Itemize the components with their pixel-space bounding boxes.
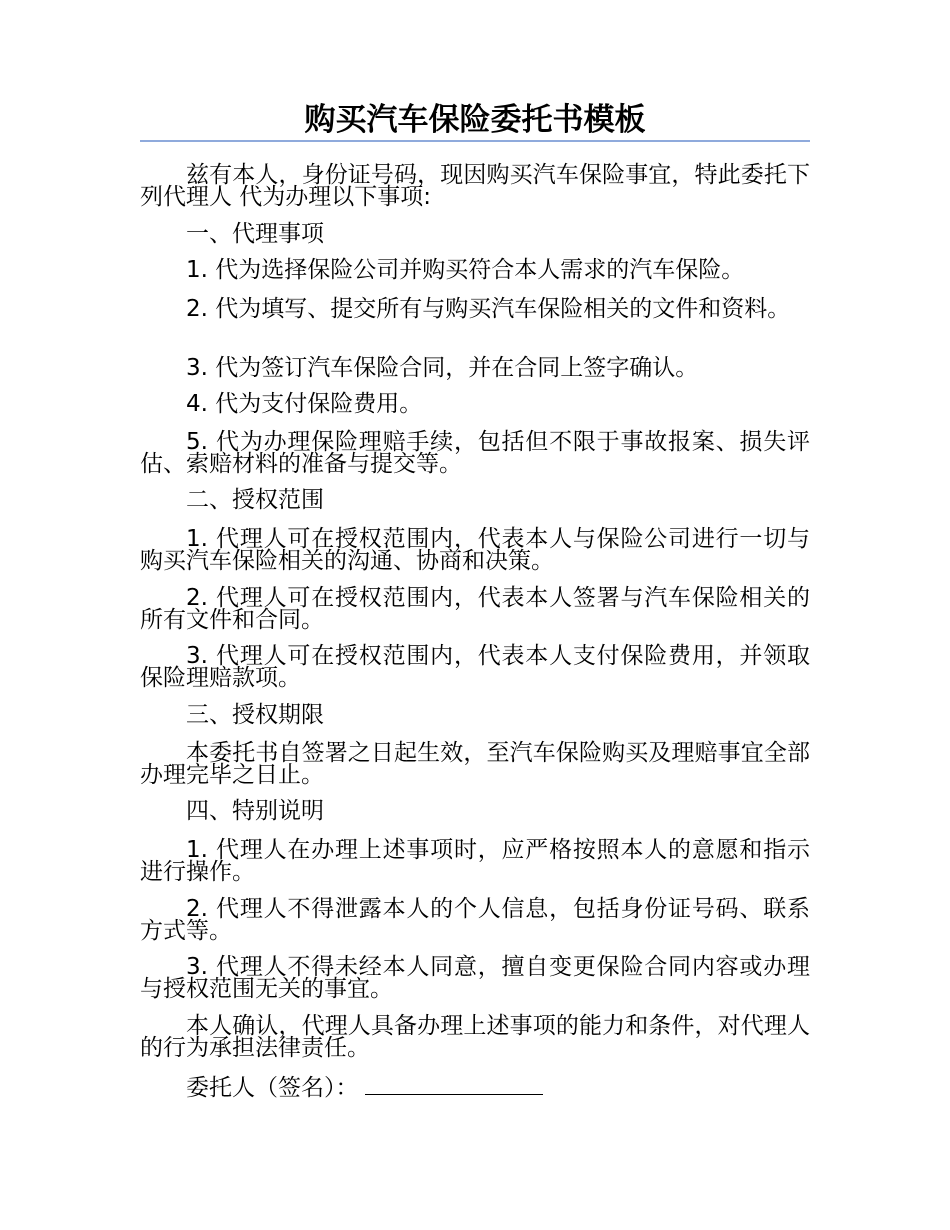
- scope-item-1: 1. 代理人可在授权范围内，代表本人与保险公司进行一切与购买汽车保险相关的沟通、协商和决策。: [140, 526, 810, 574]
- notes-item-1: 1. 代理人在办理上述事项时，应严格按照本人的意愿和指示进行操作。: [140, 837, 810, 885]
- section-heading-agency-matters: 一、代理事项: [186, 221, 324, 247]
- scope-item-3: 3. 代理人可在授权范围内，代表本人支付保险费用，并领取保险理赔款项。: [140, 643, 810, 691]
- document-title: 购买汽车保险委托书模板: [304, 102, 646, 138]
- agency-item-2: 2. 代为填写、提交所有与购买汽车保险相关的文件和资料。: [186, 296, 791, 322]
- signature-blank-line: [365, 1074, 543, 1095]
- agency-item-4: 4. 代为支付保险费用。: [186, 391, 423, 417]
- signature-label: 委托人（签名）：: [186, 1075, 359, 1101]
- agency-item-5: 5. 代为办理保险理赔手续，包括但不限于事故报案、损失评估、索赔材料的准备与提交等。: [140, 429, 810, 477]
- signature-row: [140, 1074, 810, 1099]
- confirmation-paragraph: 本人确认，代理人具备办理上述事项的能力和条件，对代理人的行为承担法律责任。: [140, 1013, 810, 1061]
- intro-paragraph: 兹有本人，身份证号码，现因购买汽车保险事宜，特此委托下列代理人 代为办理以下事项:: [140, 162, 810, 210]
- section-heading-authorization-term: 三、授权期限: [186, 702, 324, 728]
- agency-item-3: 3. 代为签订汽车保险合同，并在合同上签字确认。: [186, 355, 699, 381]
- scope-item-2: 2. 代理人可在授权范围内，代表本人签署与汽车保险相关的所有文件和合同。: [140, 585, 810, 633]
- notes-item-3: 3. 代理人不得未经本人同意，擅自变更保险合同内容或办理与授权范围无关的事宜。: [140, 954, 810, 1002]
- term-paragraph: 本委托书自签署之日起生效，至汽车保险购买及理赔事宜全部办理完毕之日止。: [140, 740, 810, 788]
- section-heading-authorization-scope: 二、授权范围: [186, 487, 324, 513]
- section-heading-special-notes: 四、特别说明: [186, 798, 324, 824]
- title-underline: [140, 140, 810, 142]
- agency-item-1: 1. 代为选择保险公司并购买符合本人需求的汽车保险。: [186, 257, 745, 283]
- notes-item-2: 2. 代理人不得泄露本人的个人信息，包括身份证号码、联系方式等。: [140, 896, 810, 944]
